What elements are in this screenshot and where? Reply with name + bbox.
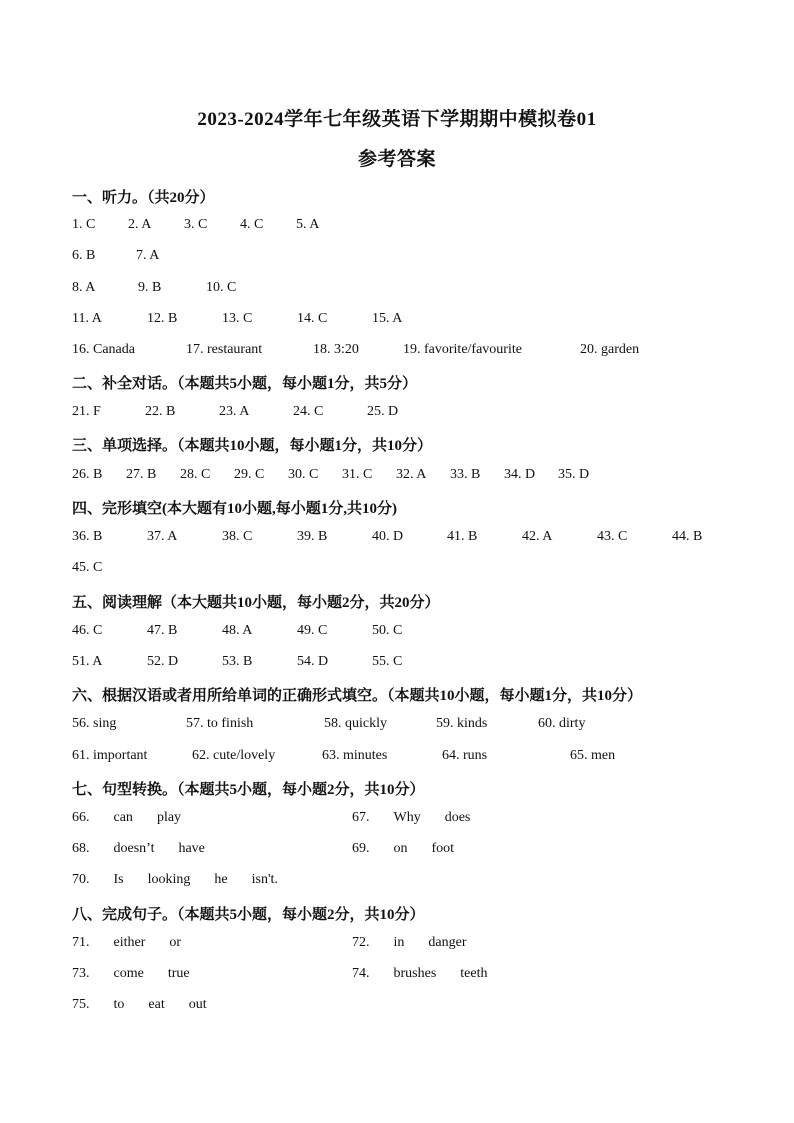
answer-item: 41. B xyxy=(447,529,478,544)
answer-item: 51. A xyxy=(72,654,103,669)
answer-word: eat xyxy=(148,997,165,1012)
answer-item: 16. Canada xyxy=(72,342,135,357)
answer-item: 14. C xyxy=(297,311,328,326)
answer-word: to xyxy=(113,997,125,1012)
answer-item xyxy=(352,935,466,951)
answer-word: on xyxy=(393,841,408,856)
answer-row xyxy=(72,467,732,487)
page-subtitle: 参考答案 xyxy=(357,149,436,170)
answer-item: 6. B xyxy=(72,248,96,263)
answer-item: 17. restaurant xyxy=(186,342,263,357)
item-number: 67. xyxy=(352,810,370,825)
section-heading-1: 一、听力。（共20分） xyxy=(72,190,215,206)
answer-word: in xyxy=(393,935,405,950)
answer-item: 9. B xyxy=(138,280,162,295)
section-heading-5: 五、阅读理解（本大题共10小题，每小题2分，共20分） xyxy=(72,595,440,611)
answer-item: 20. garden xyxy=(580,342,640,357)
answer-word: brushes xyxy=(393,966,437,981)
answer-item: 27. B xyxy=(126,467,157,482)
answer-item: 53. B xyxy=(222,654,253,669)
answer-row xyxy=(72,716,732,736)
answer-word: looking xyxy=(147,872,191,887)
answer-word: does xyxy=(444,810,471,825)
answer-item: 44. B xyxy=(672,529,703,544)
answer-item xyxy=(352,810,470,826)
answer-item: 58. quickly xyxy=(324,716,387,731)
answer-item: 62. cute/lovely xyxy=(192,748,276,763)
answer-item: 34. D xyxy=(504,467,536,482)
answer-row xyxy=(72,217,732,237)
answer-item: 39. B xyxy=(297,529,328,544)
item-number: 73. xyxy=(72,966,90,981)
answer-word: either xyxy=(113,935,146,950)
answer-item: 65. men xyxy=(570,748,616,763)
page-title: 2023-2024学年七年级英语下学期期中模拟卷01 xyxy=(197,109,597,130)
answer-word: isn't. xyxy=(251,872,278,887)
answer-item: 37. A xyxy=(147,529,178,544)
answer-item: 54. D xyxy=(297,654,329,669)
answer-word: have xyxy=(178,841,205,856)
answer-item: 61. important xyxy=(72,748,148,763)
answer-item: 60. dirty xyxy=(538,716,586,731)
answer-item: 24. C xyxy=(293,404,324,419)
answer-item: 63. minutes xyxy=(322,748,388,763)
answer-item: 49. C xyxy=(297,623,328,638)
section-heading-3: 三、单项选择。（本题共10小题，每小题1分，共10分） xyxy=(72,438,433,454)
answer-item xyxy=(72,966,190,982)
answer-item: 32. A xyxy=(396,467,427,482)
answer-item: 40. D xyxy=(372,529,404,544)
answer-item: 2. A xyxy=(128,217,152,232)
answer-item xyxy=(72,872,278,888)
answer-item: 15. A xyxy=(372,311,403,326)
answer-row xyxy=(72,997,732,1017)
answer-word: or xyxy=(169,935,182,950)
answer-item: 33. B xyxy=(450,467,481,482)
answer-item: 19. favorite/favourite xyxy=(403,342,522,357)
item-number: 69. xyxy=(352,841,370,856)
answer-item: 1. C xyxy=(72,217,96,232)
answer-word: come xyxy=(113,966,144,981)
answer-word: out xyxy=(188,997,207,1012)
answer-word: true xyxy=(167,966,190,981)
answer-word: play xyxy=(156,810,182,825)
answer-row xyxy=(72,654,732,674)
item-number: 74. xyxy=(352,966,370,981)
answer-row xyxy=(72,404,732,424)
answer-row xyxy=(72,529,732,549)
answer-item: 47. B xyxy=(147,623,178,638)
answer-item: 5. A xyxy=(296,217,320,232)
answer-row xyxy=(72,623,732,643)
answer-row xyxy=(72,311,732,331)
answer-item: 48. A xyxy=(222,623,253,638)
answer-word: Why xyxy=(393,810,421,825)
answer-item: 43. C xyxy=(597,529,628,544)
answer-item: 56. sing xyxy=(72,716,117,731)
item-number: 66. xyxy=(72,810,90,825)
section-heading-7: 七、句型转换。（本题共5小题，每小题2分，共10分） xyxy=(72,782,425,798)
section-heading-8: 八、完成句子。（本题共5小题，每小题2分，共10分） xyxy=(72,907,425,923)
item-number: 71. xyxy=(72,935,90,950)
answer-item: 35. D xyxy=(558,467,590,482)
answer-word: he xyxy=(214,872,228,887)
answer-row xyxy=(72,342,732,362)
section-heading-4: 四、完形填空(本大题有10小题,每小题1分,共10分) xyxy=(72,501,397,517)
answer-item: 7. A xyxy=(136,248,160,263)
answer-word: foot xyxy=(431,841,455,856)
answer-item: 55. C xyxy=(372,654,403,669)
answer-item: 21. F xyxy=(72,404,101,419)
answer-item: 8. A xyxy=(72,280,96,295)
answer-item: 23. A xyxy=(219,404,250,419)
section-heading-6: 六、根据汉语或者用所给单词的正确形式填空。（本题共10小题，每小题1分，共10分） xyxy=(72,688,643,704)
answer-item: 22. B xyxy=(145,404,176,419)
answer-item xyxy=(352,841,454,857)
answer-row xyxy=(72,966,732,986)
answer-row xyxy=(72,248,732,268)
answer-item: 38. C xyxy=(222,529,253,544)
answer-item: 3. C xyxy=(184,217,208,232)
answer-word: teeth xyxy=(460,966,488,981)
answer-word: doesn’t xyxy=(113,841,155,856)
answer-item: 18. 3:20 xyxy=(313,342,359,357)
answer-item: 36. B xyxy=(72,529,103,544)
answer-item: 28. C xyxy=(180,467,211,482)
answer-row xyxy=(72,872,732,892)
answer-item: 26. B xyxy=(72,467,103,482)
answer-item: 57. to finish xyxy=(186,716,254,731)
answer-item: 64. runs xyxy=(442,748,488,763)
answer-item: 29. C xyxy=(234,467,265,482)
answer-item: 50. C xyxy=(372,623,403,638)
answer-item: 46. C xyxy=(72,623,103,638)
answer-item: 25. D xyxy=(367,404,399,419)
answer-item xyxy=(72,841,205,857)
item-number: 72. xyxy=(352,935,370,950)
answer-row xyxy=(72,560,732,580)
answer-item: 45. C xyxy=(72,560,103,575)
answer-item: 52. D xyxy=(147,654,179,669)
section-heading-2: 二、补全对话。（本题共5小题，每小题1分，共5分） xyxy=(72,376,418,392)
item-number: 75. xyxy=(72,997,90,1012)
answer-item: 12. B xyxy=(147,311,178,326)
answer-item: 11. A xyxy=(72,311,102,326)
answer-item: 10. C xyxy=(206,280,237,295)
answer-item: 42. A xyxy=(522,529,553,544)
answer-row xyxy=(72,810,732,830)
answer-item xyxy=(72,935,181,951)
answer-item: 31. C xyxy=(342,467,373,482)
answer-item xyxy=(72,997,207,1013)
answer-item: 30. C xyxy=(288,467,319,482)
item-number: 68. xyxy=(72,841,90,856)
answer-row xyxy=(72,280,732,300)
item-number: 70. xyxy=(72,872,90,887)
answer-row xyxy=(72,841,732,861)
answer-item xyxy=(352,966,488,982)
answer-item: 4. C xyxy=(240,217,264,232)
answer-word: can xyxy=(113,810,133,825)
answer-row xyxy=(72,935,732,955)
answer-row xyxy=(72,748,732,768)
answer-item xyxy=(72,810,181,826)
answer-item: 13. C xyxy=(222,311,253,326)
answer-item: 59. kinds xyxy=(436,716,488,731)
answer-word: danger xyxy=(428,935,467,950)
answer-word: Is xyxy=(113,872,124,887)
